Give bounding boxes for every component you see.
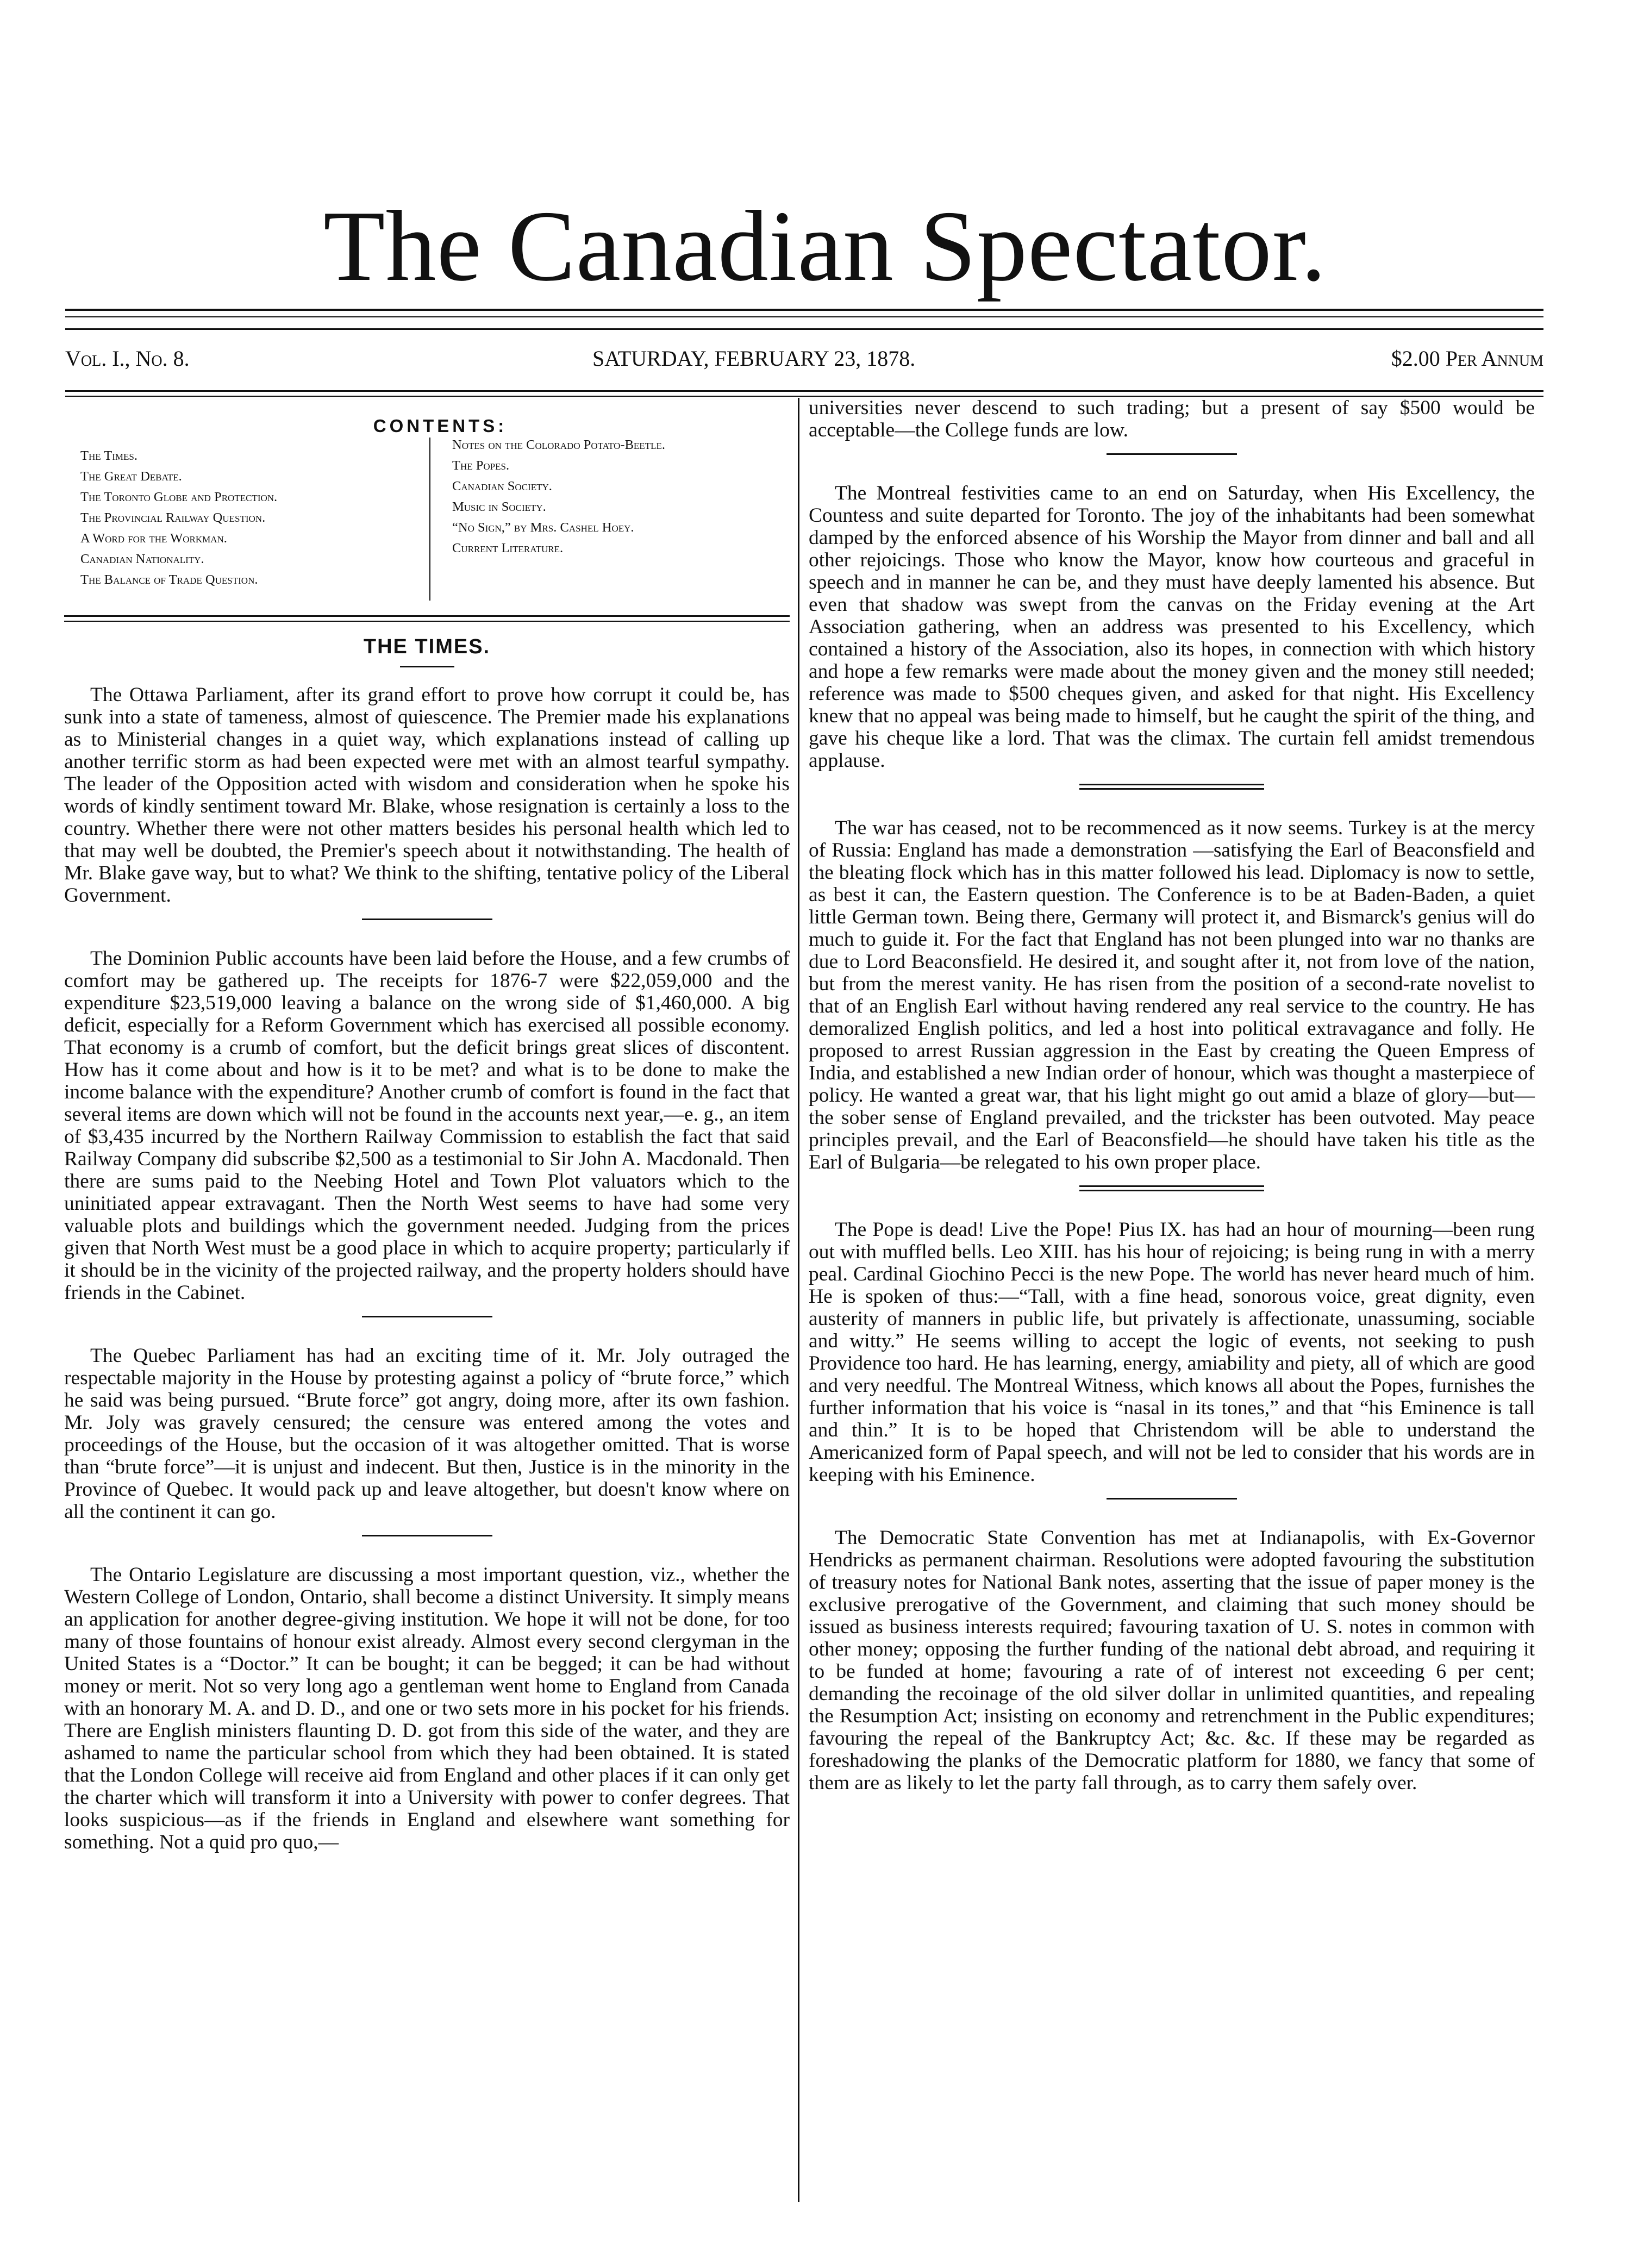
article-dominion-accounts: The Dominion Public accounts have been laid before the House, and a few crumbs of comfort may be gathered up. The receipts for 1876-7 were $22,059,000 and the expenditure $23,519,000 leaving a balance on the wrong side of $1,460,000. A big deficit, especially for a Reform Government which has exercised all possible economy. That economy is a crumb of comfort, but the deficit brings great slices of discontent. How has it come about and how is it to be met? and what is to be done to make the income balance with the expenditure? Another crumb of comfort is found in the fact that several items are down which will not be found in the accounts next year,—e. g., an item of $3,435 incurred by the Northern Railway Commission to establish the fact that said Railway Company did subscribe $2,500 as a testimonial to Sir John A. Macdonald. Then there are sums paid to the Neebing Hotel and Town Plot valuators which to the uninitiated appear extravagant. Then the North West seems to have had some very valuable plots and buildings which the government needed. Judging from the prices given that North West must be a good place in which to acquire property; particularly if it should be in the vicinity of the projected railway, and the property holders should have friends in the Cabinet. [64, 947, 790, 1304]
issue-date: SATURDAY, FEBRUARY 23, 1878. [592, 346, 916, 371]
contents-item: Canadian Society. [452, 479, 552, 493]
contents-item: The Balance of Trade Question. [80, 572, 258, 587]
contents-item: The Provincial Railway Question. [80, 510, 266, 525]
contents-item: The Times. [80, 448, 138, 463]
subscription-price: $2.00 Per Annum [1391, 346, 1543, 371]
dateline-rule-1 [65, 390, 1543, 392]
contents-rule-2 [64, 621, 790, 622]
volume-number: Vol. I., No. 8. [65, 346, 190, 371]
masthead-rule-top-3 [65, 328, 1543, 330]
masthead-title: The Canadian Spectator. [323, 190, 1327, 302]
contents-item: “No Sign,” by Mrs. Cashel Hoey. [452, 520, 634, 535]
contents-item: Canadian Nationality. [80, 552, 204, 566]
article-quebec-parliament: The Quebec Parliament has had an exciting time of it. Mr. Joly outraged the respectable majority in the House by protesting against a policy of “brute force,” which he said was being pursued. “Brute force” got angry, doing more, after its own fashion. Mr. Joly was gravely censured; the censure was entered among the votes and proceedings of the House, but the occasion of it was altogether omitted. That is worse than “brute force”—it is unjust and indecent. But then, Justice is in the minority in the Province of Quebec. It would pack up and leave altogether, but doesn't know where on all the continent it can go. [64, 1345, 790, 1523]
article-separator [1107, 1498, 1237, 1499]
article-montreal-festivities: The Montreal festivities came to an end on Saturday, when His Excellency, the Countess and suite departed for Toronto. The joy of the inhabitants had been somewhat damped by the enforced absence of his Worship the Mayor from dinner and ball and all other rejoicings. Those who know the Mayor, know how courteous and graceful in speech and in manner he can be, and they must have deeply lamented his absence. But even that shadow was swept from the canvas on the Friday evening at the Art Association gathering, when an address was presented to his Excellency, which contained a history of the Association, also its hopes, in connection with which history and hope a few remarks were made about the money given and the money still needed; reference was made to $500 cheques given, and asked for that night. His Excellency knew that no appeal was being made to himself, but he caught the spirit of the thing, and gave his cheque like a lord. That was the climax. The curtain fell amidst tremendous applause. [809, 482, 1535, 772]
contents-item: The Toronto Globe and Protection. [80, 490, 278, 504]
contents-divider [429, 438, 430, 601]
left-column [64, 636, 790, 1853]
article-separator [362, 919, 492, 920]
contents-item: Music in Society. [452, 499, 546, 514]
dateline [65, 346, 1543, 378]
right-column [809, 397, 1535, 1794]
contents-item: The Great Debate. [80, 469, 182, 484]
article-ottawa-parliament: The Ottawa Parliament, after its grand effort to prove how corrupt it could be, has sunk into a state of tameness, almost of quiescence. The Premier made his explanations as to Ministerial changes in a quiet way, which explanations instead of calling up another terrific storm as had been expected were met with an almost tearful sympathy. The leader of the Opposition acted with wisdom and consideration when he spoke his words of kindly sentiment toward Mr. Blake, whose resignation is certainly a loss to the country. Whether there were not other matters besides his personal health which led to that may well be doubted, the Premier's speech about it notwithstanding. The health of Mr. Blake gave way, but to what? We think to the shifting, tentative policy of the Liberal Government. [64, 684, 790, 907]
article-continuation: universities never descend to such trading; but a present of say $500 would be acceptable—the College funds are low. [809, 397, 1535, 441]
article-eastern-war: The war has ceased, not to be recommenced as it now seems. Turkey is at the mercy of Russia: England has made a demonstration —satisfying the Earl of Beaconsfield and the bleating flock which has in this matter followed his lead. Diplomacy is now to settle, as best it can, the Eastern question. The Conference is to be at Baden-Baden, a quiet little German town. Being there, Germany will protect it, and Bismarck's genius will do much to guide it. For the fact that England has not been plunged into war no thanks are due to Lord Beaconsfield. He desired it, and sought after it, not from love of the nation, but from the merest vanity. He has risen from the position of a second-rate novelist to that of an English Earl without having rendered any real service to the country. He has demoralized English politics, and led a host into political extravagance and folly. He proposed to arrest Russian aggression in the East by creating the Queen Empress of India, and established a new Indian order of honour, which was thought a masterpiece of policy. He wanted a great war, that his light might go out amid a blaze of glory—but—the sober sense of England prevailed, and the trickster has been outvoted. May peace principles prevail, and the Earl of Beaconsfield—he should have taken his title as the Earl of Bulgaria—be relegated to his own proper place. [809, 817, 1535, 1173]
contents-item: Current Literature. [452, 541, 564, 555]
masthead-rule-top-2 [65, 316, 1543, 317]
masthead-rule-top-1 [65, 309, 1543, 311]
article-separator-double [1079, 784, 1264, 790]
article-new-pope: The Pope is dead! Live the Pope! Pius IX. has had an hour of mourning—been rung out with muffled bells. Leo XIII. has his hour of rejoicing; is being rung in with a merry peal. Cardinal Giochino Pecci is the new Pope. The world has never heard much of him. He is spoken of thus:—“Tall, with a fine head, sonorous voice, great dignity, even austerity of manners in public life, but privately is affectionate, unassuming, sociable and witty.” He seems willing to accept the logic of events, not seeking to push Providence too hard. He has learning, energy, amiability and piety, all of which are good and very needful. The Montreal Witness, which knows all about the Popes, furnishes the further information that his voice is “nasal in its tones,” and that “his Eminence is tall and thin.” It is to be hoped that Christendom will be able to understand the Americanized form of Papal speech, and will not be led to consider that his words are in keeping with his Eminence. [809, 1219, 1535, 1486]
contents-rule-1 [64, 615, 790, 617]
article-separator [362, 1316, 492, 1317]
article-separator-double [1079, 1185, 1264, 1191]
column-divider [798, 398, 799, 2202]
contents-list-left [80, 446, 417, 590]
contents-item: Notes on the Colorado Potato-Beetle. [452, 438, 665, 452]
contents-list-right [452, 435, 800, 559]
contents-heading: CONTENTS: [373, 416, 508, 436]
section-heading: THE TIMES. [363, 635, 491, 658]
heading-rule [400, 666, 454, 667]
article-separator [362, 1535, 492, 1536]
contents-item: A Word for the Workman. [80, 531, 227, 546]
article-separator [1107, 453, 1237, 455]
article-ontario-legislature: The Ontario Legislature are discussing a most important question, viz., whether the Western College of London, Ontario, shall become a distinct University. It simply means an application for another degree-giving institution. We hope it will not be done, for too many of those fountains of honour exist already. Almost every second clergyman in the United States is a “Doctor.” It can be bought; it can be begged; it can be had without money or merit. Not so very long ago a gentleman went home to England from Canada with an honorary M. A. and D. D., and one or two sets more in his pocket for his friends. There are English ministers flaunting D. D. got from this side of the water, and they are ashamed to name the particular school from which they had been obtained. It is stated that the London College will receive aid from England and other places if it can only get the charter which will transform it into a University with power to confer degrees. That looks suspicious—as if the friends in England and elsewhere want something for something. Not a quid pro quo,— [64, 1564, 790, 1853]
contents-item: The Popes. [452, 458, 510, 473]
article-democratic-convention: The Democratic State Convention has met at Indianapolis, with Ex-Governor Hendricks as permanent chairman. Resolutions were adopted favouring the substitution of treasury notes for National Bank notes, asserting that the issue of paper money is the exclusive prerogative of the Government, and claiming that such money should be issued as business interests required; favouring taxation of U. S. notes in common with other money; opposing the further funding of the national debt abroad, and requiring it to be funded at home; favouring a rate of of interest not exceeding 6 per cent; demanding the recoinage of the old silver dollar in unlimited quantities, and repealing the Resumption Act; insisting on economy and retrenchment in the Public expenditures; favouring the repeal of the Bankruptcy Act; &c. &c. If these may be regarded as foreshadowing the planks of the Democratic platform for 1880, we fancy that some of them are as likely to let the party fall through, as to carry them safely over. [809, 1527, 1535, 1794]
